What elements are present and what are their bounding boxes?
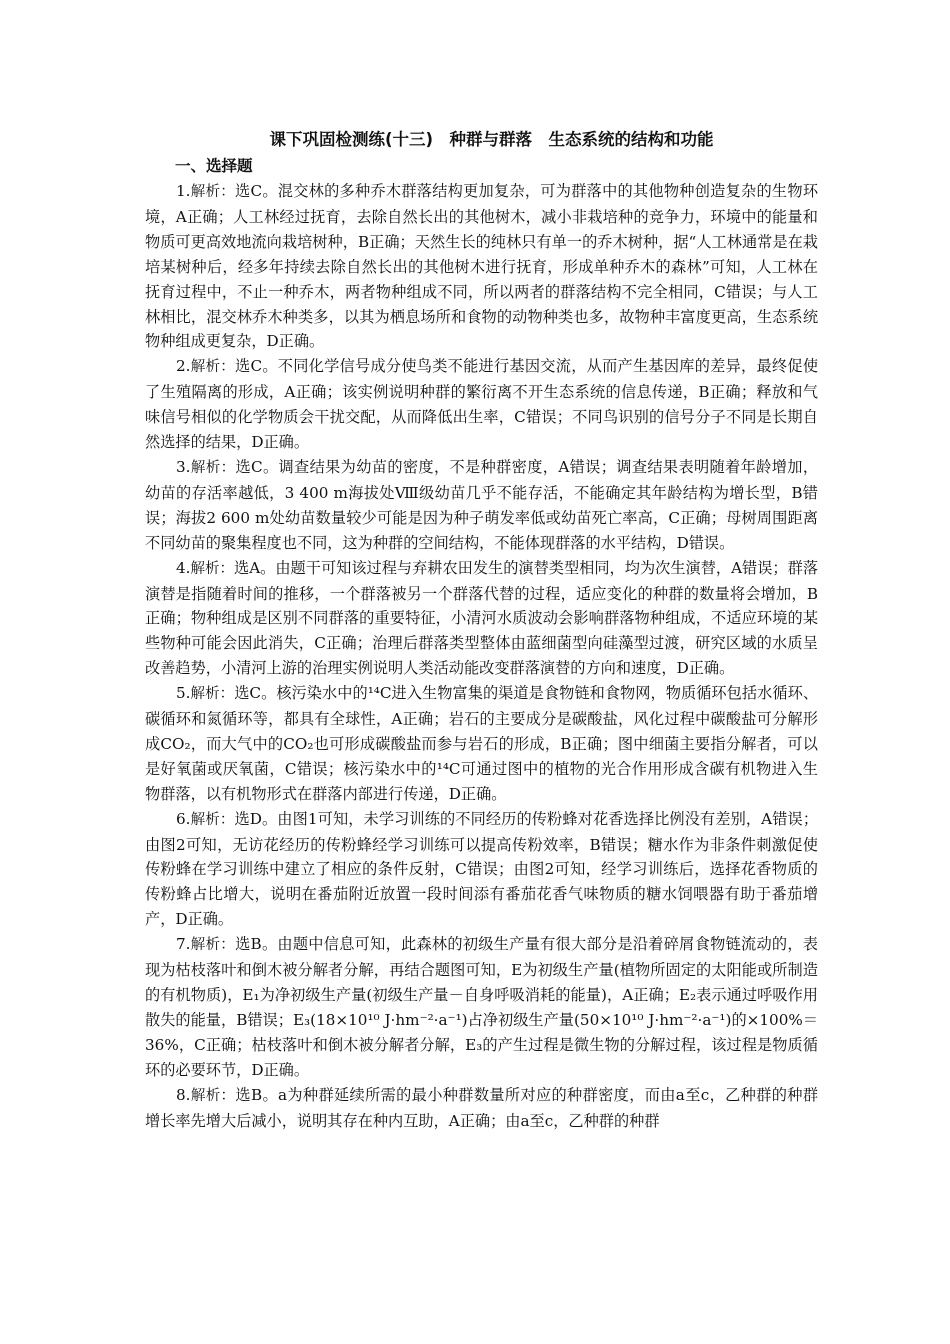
- analysis-label: 解析：: [190, 811, 235, 828]
- item-text: 选D。由图1可知，未学习训练的不同经历的传粉蜂对花香选择比例没有差别，A错误；由图2可知，无访花经历的传粉蜂经学习训练可以提高传粉效率，B错误；糖水作为非条件刺激促使传粉蜂在学习训练中建立了相应的条件反射，C错误；由图2可知，经学习训练后，选择花香物质的传粉蜂占比增大，说明在番茄附近放置一段时间添有番茄花香气味物质的糖水饲喂器有助于番茄增产，D正确。: [145, 809, 819, 929]
- analysis-label: 解析：: [190, 459, 236, 476]
- answer-item: [145, 556, 818, 682]
- analysis-label: 解析：: [190, 560, 235, 577]
- analysis-label: 解析：: [190, 937, 236, 954]
- item-text: 选A。由题干可知该过程与弃耕农田发生的演替类型相同，均为次生演替，A错误；群落演替是指随着时间的推移，一个群落被另一个群落代替的过程，适应变化的种群的数量将会增加，B正确；物种组成是区别不同群落的重要特征，小清河水质波动会影响群落物种组成，不适应环境的某些物种可能会因此消失，C正确；治理后群落类型整体由蓝细菌型向硅藻型过渡，研究区域的水质呈改善趋势，小清河上游的治理实例说明人类活动能改变群落演替的方向和速度，D正确。: [145, 558, 819, 678]
- item-number: 6.: [176, 809, 191, 828]
- item-number: 3.: [176, 457, 191, 476]
- answer-item: [145, 455, 818, 556]
- item-number: 5.: [176, 684, 191, 703]
- answer-item: [145, 1083, 818, 1134]
- item-text: 选C。核污染水中的¹⁴C进入生物富集的渠道是食物链和食物网，物质循环包括水循环、碳循环和氮循环等，都具有全球性，A正确；岩石的主要成分是碳酸盐，风化过程中碳酸盐可分解形成CO₂，而大气中的CO₂也可形成碳酸盐而参与岩石的形成，B正确；图中细菌主要指分解者，可以是好氧菌或厌氧菌，C错误；核污染水中的¹⁴C可通过图中的植物的光合作用形成含碳有机物进入生物群落，以有机物形式在群落内部进行传递，D正确。: [145, 684, 819, 803]
- answer-item: [145, 932, 818, 1082]
- item-text: 选B。由题中信息可知，此森林的初级生产量有很大部分是沿着碎屑食物链流动的，表现为枯枝落叶和倒木被分解者分解，再结合题图可知，E为初级生产量(植物所固定的太阳能或所制造的有机物质)，E₁为净初级生产量(初级生产量－自身呼吸消耗的能量)，A正确；E₂表示通过呼吸作用散失的能量，B错误；E₃(18×10¹⁰ J·hm⁻²·a⁻¹)占净初级生产量(50×10¹⁰ J·hm⁻²·a⁻¹)的×100%＝36%，C正确；枯枝落叶和倒木被分解者分解，E₃的产生过程是微生物的分解过程，该过程是物质循环的必要环节，D正确。: [145, 935, 818, 1079]
- analysis-label: 解析：: [190, 184, 236, 200]
- item-text: 选C。混交林的多种乔木群落结构更加复杂，可为群落中的其他物种创造复杂的生物环境，A正确；人工林经过抚育，去除自然长出的其他树木，减小非栽培种的竞争力，环境中的能量和物质可更高效地流向栽培树种，B正确；天然生长的纯林只有单一的乔木树种，据“人工林通常是在栽培某树种后，经多年持续去除自然长出的其他树木进行抚育，形成单种乔木的森林”可知，人工林在抚育过程中，不止一种乔木，两者物种组成不同，所以两者的群落结构不完全相同，C错误；与人工林相比，混交林乔木种类多，以其为栖息场所和食物的动物种类也多，故物种丰富度更高，生态系统物种组成更复杂，D正确。: [145, 182, 819, 351]
- page-title: 课下巩固检测练(十三) 种群与群落 生态系统的结构和功能: [269, 130, 714, 149]
- answer-item: [145, 807, 818, 933]
- answer-item: [145, 179, 818, 354]
- item-text: 选B。a为种群延续所需的最小种群数量所对应的种群密度，而由a至c，乙种群的种群增长率先增大后减小，说明其存在种内互助，A正确；由a至c，乙种群的种群: [145, 1085, 819, 1130]
- section-heading: 一、选择题: [175, 157, 253, 175]
- analysis-label: 解析：: [190, 686, 235, 703]
- item-number: 7.: [176, 935, 191, 954]
- item-text: 选C。不同化学信号成分使鸟类不能进行基因交流，从而产生基因库的差异，最终促使了生殖隔离的形成，A正确；该实例说明种群的繁衍离不开生态系统的信息传递，B正确；释放和气味信号相似的化学物质会干扰交配，从而降低出生率，C错误；不同鸟识别的信号分子不同是长期自然选择的结果，D正确。: [145, 357, 819, 452]
- item-number: 2.: [176, 357, 191, 376]
- item-number: 4.: [176, 558, 191, 577]
- analysis-label: 解析：: [190, 359, 236, 376]
- item-number: 8.: [176, 1085, 191, 1104]
- answer-item: [145, 681, 818, 807]
- item-text: 选C。调查结果为幼苗的密度，不是种群密度，A错误；调查结果表明随着年龄增加，幼苗的存活率越低，3 400 m海拔处Ⅷ级幼苗几乎不能存活，不能确定其年龄结构为增长型，B错误；海拔2 600 m处幼苗数量较少可能是因为种子萌发率低或幼苗死亡率高，C正确；母树周围距离不同幼苗的聚集程度也不同，这为种群的空间结构，不能体现群落的水平结构，D错误。: [145, 457, 819, 552]
- analysis-label: 解析：: [190, 1087, 236, 1104]
- answer-item: [145, 354, 818, 455]
- item-number: 1.: [176, 182, 191, 200]
